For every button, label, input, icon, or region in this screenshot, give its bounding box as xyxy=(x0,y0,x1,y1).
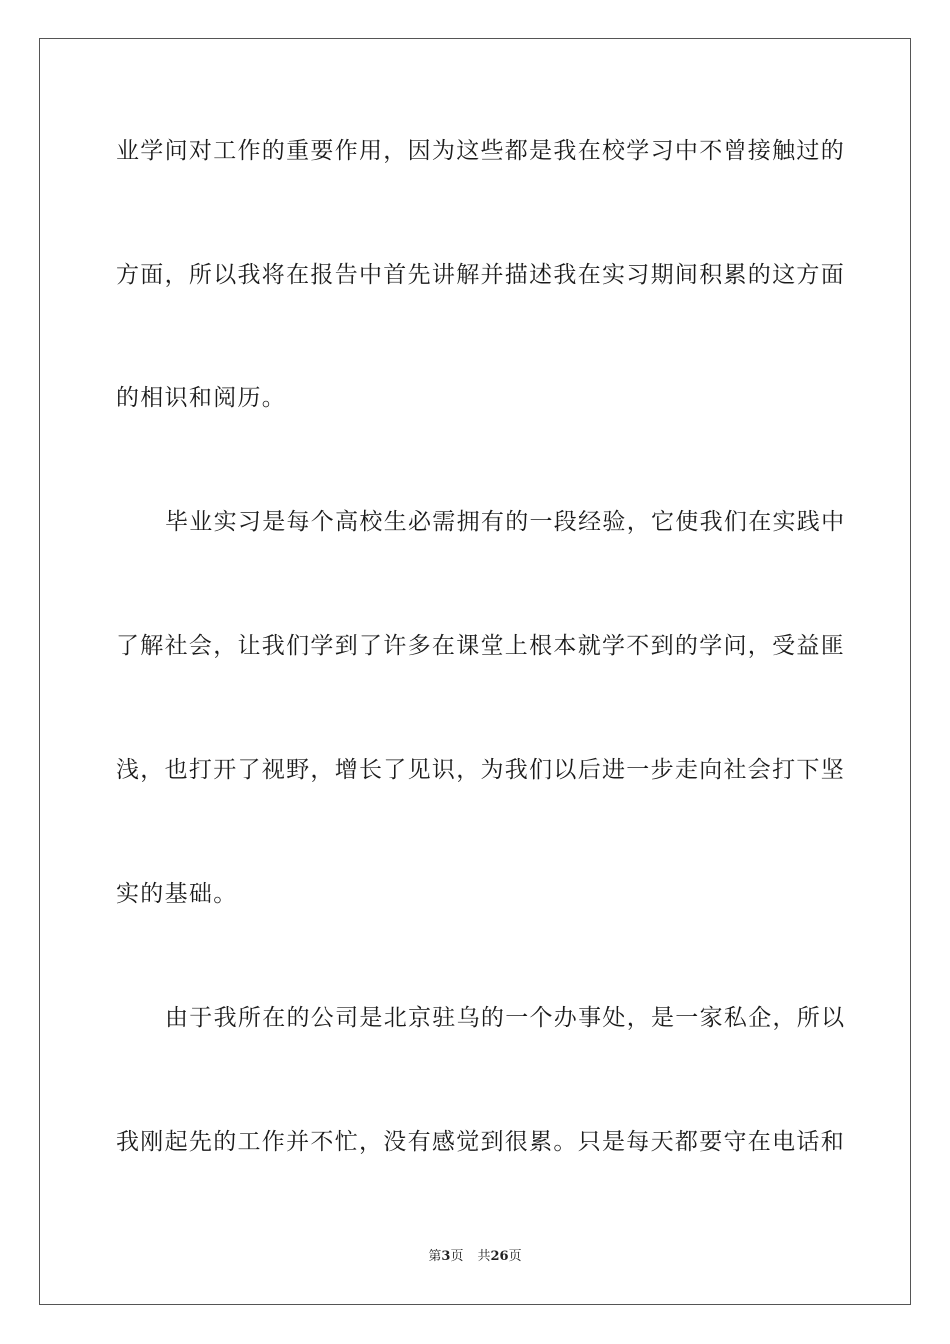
body-line-3: 的相识和阅历。 xyxy=(116,385,287,411)
body-line-1: 业学问对工作的重要作用，因为这些都是我在校学习中不曾接触过的 xyxy=(116,138,845,164)
body-line-5: 了解社会，让我们学到了许多在课堂上根本就学不到的学问，受益匪 xyxy=(116,633,845,659)
footer-total-suffix: 页 xyxy=(508,1249,522,1264)
body-line-6: 浅，也打开了视野，增长了见识，为我们以后进一步走向社会打下坚 xyxy=(116,757,845,783)
body-line-9: 我刚起先的工作并不忙，没有感觉到很累。只是每天都要守在电话和 xyxy=(116,1129,845,1155)
body-line-7: 实的基础。 xyxy=(116,881,238,907)
page-border xyxy=(39,38,911,1305)
paragraph-2-line-1: 毕业实习是每个高校生必需拥有的一段经验，它使我们在实践中 xyxy=(165,509,846,535)
footer-page-number: 3 xyxy=(441,1249,451,1264)
footer-page-prefix: 第 xyxy=(428,1249,442,1264)
page-footer xyxy=(0,1248,950,1266)
footer-total-prefix: 共 xyxy=(477,1249,491,1264)
footer-total-pages: 26 xyxy=(490,1249,509,1264)
body-line-2: 方面，所以我将在报告中首先讲解并描述我在实习期间积累的这方面 xyxy=(116,262,845,288)
footer-page-suffix: 页 xyxy=(450,1249,464,1264)
paragraph-3-line-1: 由于我所在的公司是北京驻乌的一个办事处，是一家私企，所以 xyxy=(165,1005,846,1031)
